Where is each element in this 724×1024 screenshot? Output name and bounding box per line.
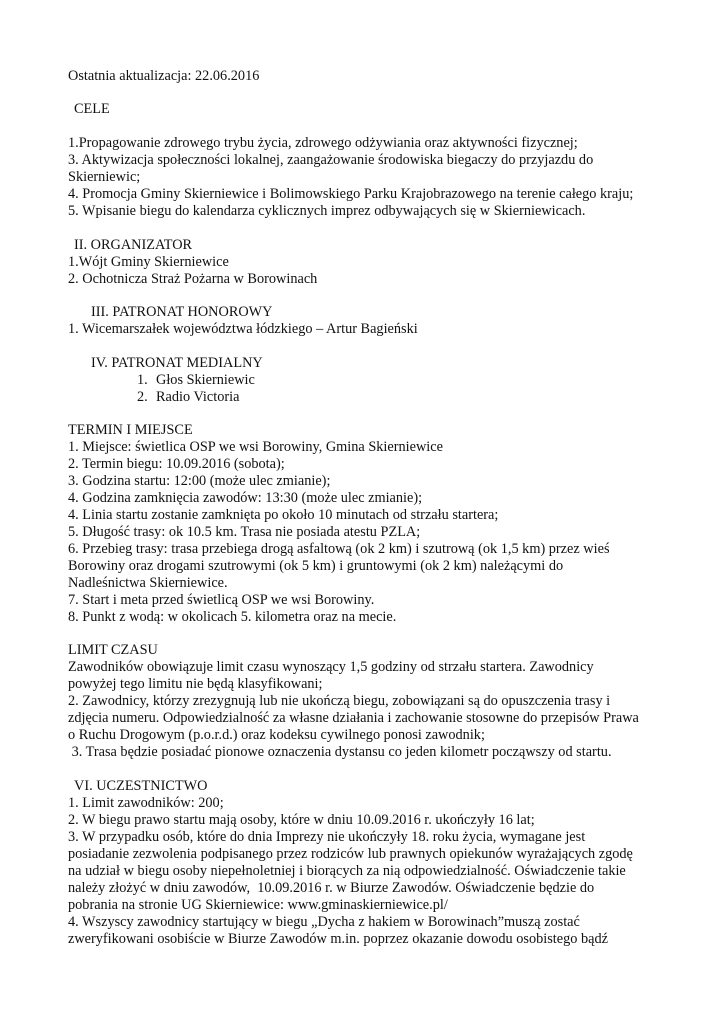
uczestnictwo-line: 3. W przypadku osób, które do dnia Imprezy nie ukończyły 18. roku życia, wymagane jest xyxy=(68,829,586,845)
list-number: 1. xyxy=(137,372,148,388)
termin-line: 2. Termin biegu: 10.09.2016 (sobota); xyxy=(68,456,285,472)
cele-line: 5. Wpisanie biegu do kalendarza cyklicznych imprez odbywających się w Skierniewicach. xyxy=(68,203,586,219)
cele-line: Skierniewic; xyxy=(68,169,141,185)
uczestnictwo-line: pobrania na stronie UG Skierniewice: www.gminaskierniewice.pl/ xyxy=(68,897,448,913)
termin-line: 1. Miejsce: świetlica OSP we wsi Borowiny, Gmina Skierniewice xyxy=(68,439,443,455)
termin-line: 8. Punkt z wodą: w okolicach 5. kilometra oraz na mecie. xyxy=(68,609,397,625)
last-updated: Ostatnia aktualizacja: 22.06.2016 xyxy=(68,68,260,84)
termin-line: 3. Godzina startu: 12:00 (może ulec zmianie); xyxy=(68,473,331,489)
list-item xyxy=(137,389,239,406)
cele-line: 1.Propagowanie zdrowego trybu życia, zdrowego odżywiania oraz aktywności fizycznej; xyxy=(68,135,578,151)
uczestnictwo-line: 2. W biegu prawo startu mają osoby, które w dniu 10.09.2016 r. ukończyły 16 lat; xyxy=(68,812,535,828)
limit-line: 3. Trasa będzie posiadać pionowe oznaczenia dystansu co jeden kilometr począwszy od startu. xyxy=(68,744,612,760)
list-text: Głos Skierniewic xyxy=(156,372,255,388)
limit-line: zdjęcia numeru. Odpowiedzialność za własne działania i zachowanie stosowne do przepisów Prawa xyxy=(68,710,639,726)
termin-line: 5. Długość trasy: ok 10.5 km. Trasa nie posiada atestu PZLA; xyxy=(68,524,421,540)
heading-cele: CELE xyxy=(74,101,110,117)
list-text: Radio Victoria xyxy=(156,389,240,405)
cele-line: 3. Aktywizacja społeczności lokalnej, zaangażowanie środowiska biegaczy do przyjazdu do xyxy=(68,152,594,168)
limit-line: Zawodników obowiązuje limit czasu wynoszący 1,5 godziny od strzału startera. Zawodnicy xyxy=(68,659,594,675)
organizator-line: 2. Ochotnicza Straż Pożarna w Borowinach xyxy=(68,271,318,287)
termin-line: Borowiny oraz drogami szutrowymi (ok 5 km) i gruntowymi (ok 2 km) należącymi do xyxy=(68,558,564,574)
heading-uczestnictwo: VI. UCZESTNICTWO xyxy=(74,778,208,794)
termin-line: 7. Start i meta przed świetlicą OSP we wsi Borowiny. xyxy=(68,592,375,608)
uczestnictwo-line: należy złożyć w dniu zawodów, 10.09.2016 r. w Biurze Zawodów. Oświadczenie będzie do xyxy=(68,880,595,896)
termin-line: 4. Godzina zamknięcia zawodów: 13:30 (może ulec zmianie); xyxy=(68,490,423,506)
termin-line: 6. Przebieg trasy: trasa przebiega drogą asfaltową (ok 2 km) i szutrową (ok 1,5 km) przez wieś xyxy=(68,541,610,557)
organizator-line: 1.Wójt Gminy Skierniewice xyxy=(68,254,229,270)
cele-line: 4. Promocja Gminy Skierniewice i Bolimowskiego Parku Krajobrazowego na terenie całego kraju; xyxy=(68,186,634,202)
uczestnictwo-line: zweryfikowani osobiście w Biurze Zawodów m.in. poprzez okazanie dowodu osobistego bądź xyxy=(68,931,608,947)
heading-patronat-honorowy: III. PATRONAT HONOROWY xyxy=(91,304,273,320)
heading-patronat-medialny: IV. PATRONAT MEDIALNY xyxy=(91,355,263,371)
heading-limit: LIMIT CZASU xyxy=(68,642,158,658)
termin-line: 4. Linia startu zostanie zamknięta po około 10 minutach od strzału startera; xyxy=(68,507,499,523)
limit-line: o Ruchu Drogowym (p.o.r.d.) oraz kodeksu cywilnego ponosi zawodnik; xyxy=(68,727,485,743)
list-item xyxy=(137,372,255,389)
list-number: 2. xyxy=(137,389,148,405)
limit-line: 2. Zawodnicy, którzy zrezygnują lub nie ukończą biegu, zobowiązani są do opuszczenia trasy i xyxy=(68,693,611,709)
heading-termin: TERMIN I MIEJSCE xyxy=(68,422,193,438)
patronat-honorowy-line: 1. Wicemarszałek województwa łódzkiego – Artur Bagieński xyxy=(68,321,418,337)
limit-line: powyżej tego limitu nie będą klasyfikowani; xyxy=(68,676,323,692)
heading-organizator: II. ORGANIZATOR xyxy=(74,237,193,253)
uczestnictwo-line: 1. Limit zawodników: 200; xyxy=(68,795,224,811)
termin-line: Nadleśnictwa Skierniewice. xyxy=(68,575,228,591)
uczestnictwo-line: posiadanie zezwolenia podpisanego przez rodziców lub prawnych opiekunów wyrażających zgodę xyxy=(68,846,633,862)
uczestnictwo-line: na udział w biegu osoby niepełnoletniej i biorących za nią odpowiedzialność. Oświadczenie takie xyxy=(68,863,626,879)
uczestnictwo-line: 4. Wszyscy zawodnicy startujący w biegu „Dycha z hakiem w Borowinach”muszą zostać xyxy=(68,914,580,930)
